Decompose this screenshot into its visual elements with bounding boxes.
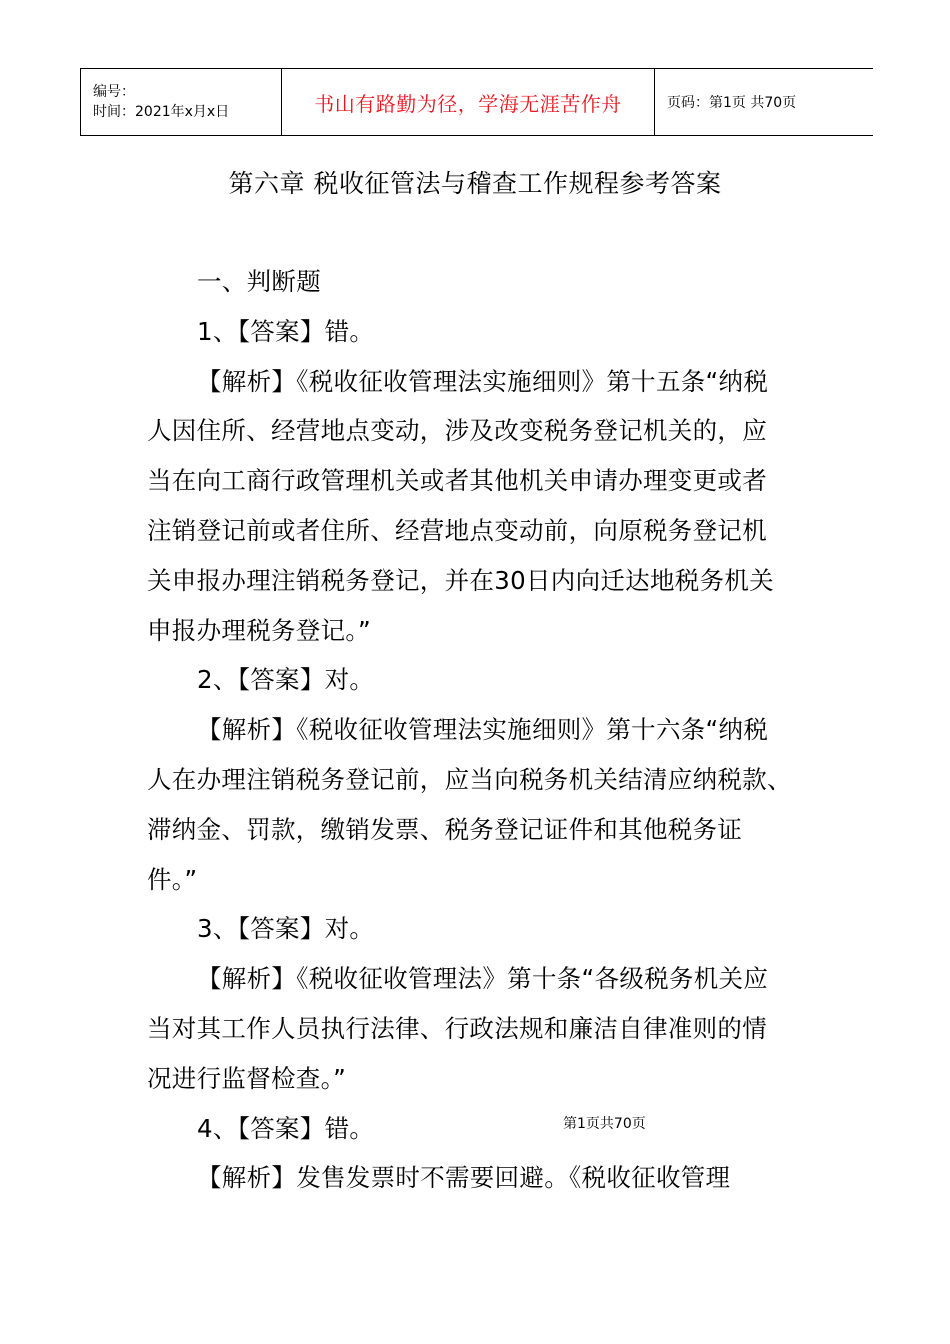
page-title: 第六章 税收征管法与稽查工作规程参考答案 (228, 169, 722, 198)
analysis-line: 【解析】《税收征收管理法实施细则》第十五条“纳税 (197, 366, 769, 396)
footer-page-number: 第1页共70页 (563, 1116, 646, 1132)
header-meta-cell (81, 69, 282, 136)
body-line: 关申报办理注销税务登记，并在30日内向迁达地税务机关 (147, 565, 774, 595)
body-line: 当在向工商行政管理机关或者其他机关申请办理变更或者 (147, 466, 767, 496)
answer-line: 3、【答案】对。 (197, 914, 375, 944)
answer-line: 1、【答案】错。 (197, 316, 375, 346)
page-info: 页码：第1页 共70页 (667, 95, 797, 111)
body-line: 件。” (147, 864, 198, 894)
document-body (147, 257, 802, 1203)
body-line: 申报办理税务登记。” (147, 615, 371, 645)
analysis-line: 【解析】发售发票时不需要回避。《税收征收管理 (197, 1163, 731, 1193)
body-line: 况进行监督检查。” (147, 1063, 347, 1093)
document-time-label: 时间：2021年x月x日 (93, 104, 230, 120)
answer-line: 2、【答案】对。 (197, 665, 375, 695)
body-line: 人因住所、经营地点变动，涉及改变税务登记机关的，应 (147, 416, 767, 446)
body-line: 注销登记前或者住所、经营地点变动前，向原税务登记机 (147, 515, 767, 545)
document-number-label: 编号： (93, 84, 135, 100)
section-heading: 一、判断题 (197, 267, 321, 296)
header-page-cell (655, 69, 874, 136)
analysis-line: 【解析】《税收征收管理法》第十条“各级税务机关应 (197, 964, 769, 994)
motto-text: 书山有路勤为径，学海无涯苦作舟 (314, 91, 622, 116)
body-line: 人在办理注销税务登记前，应当向税务机关结清应纳税款、 (147, 764, 792, 794)
analysis-line: 【解析】《税收征收管理法实施细则》第十六条“纳税 (197, 715, 769, 745)
body-line: 滞纳金、罚款，缴销发票、税务登记证件和其他税务证 (147, 814, 743, 844)
answer-line: 4、【答案】错。 (197, 1113, 375, 1143)
header-motto-cell (282, 69, 655, 136)
body-line: 当对其工作人员执行法律、行政法规和廉洁自律准则的情 (147, 1013, 767, 1043)
header-table (80, 68, 873, 136)
